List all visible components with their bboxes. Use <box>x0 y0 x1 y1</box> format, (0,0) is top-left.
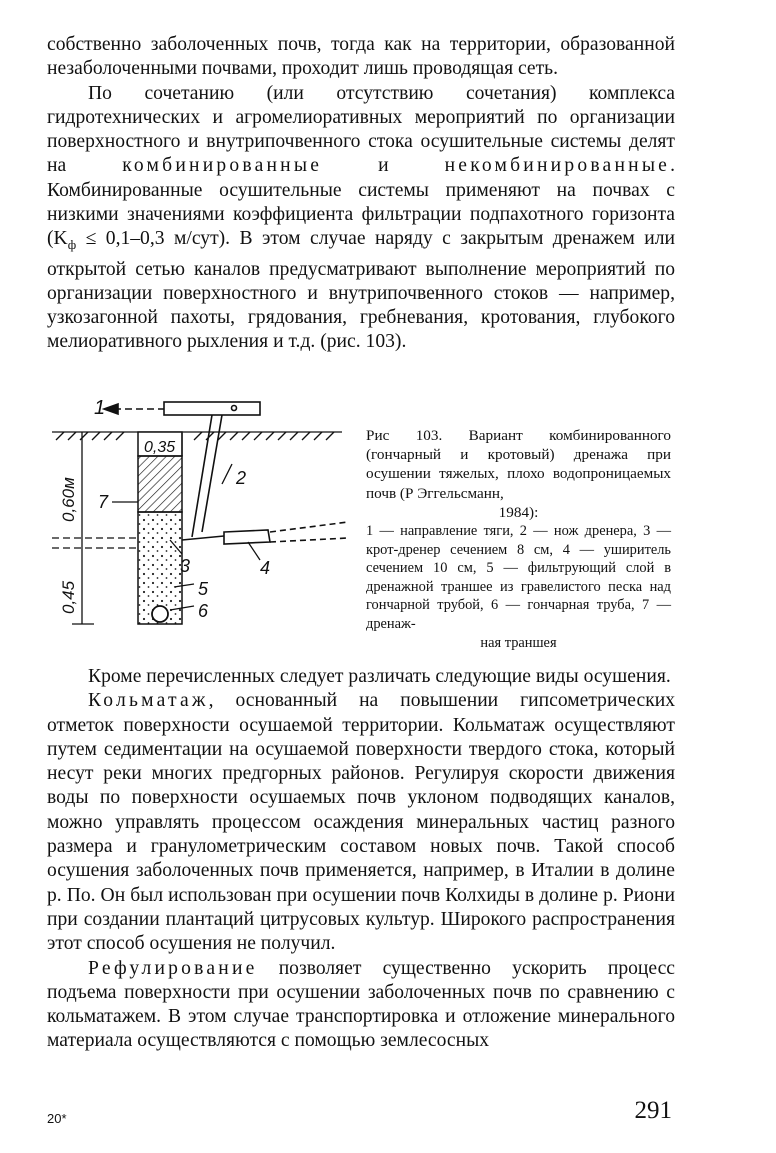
drainage-trench <box>138 432 182 624</box>
paragraph-4 <box>47 689 675 956</box>
ground-surface <box>52 432 342 440</box>
label-7: 7 <box>98 492 109 512</box>
label-1: 1 <box>94 397 106 419</box>
caption-title: Рис 103. Вариант комбинированного (гончарный и кротовый) дренажа при осушении тяжелых, плохо водопроницаемых почв (Р Эггельсманн, <box>366 427 671 502</box>
paragraph-3-text: Кроме перечисленных следует различать следующие виды осушения. <box>88 666 671 687</box>
label-dim-060: 0,60м <box>59 477 78 522</box>
subscript-f: ф <box>67 237 77 253</box>
printer-signature: 20* <box>47 1111 67 1126</box>
paragraph-1-text: собственно заболоченных почв, тогда как на территории, образованной незаболоченными почвами, проходит лишь проводящая сеть. <box>47 34 675 80</box>
label-3: 3 <box>180 556 191 576</box>
caption-legend-last: ная траншея <box>480 634 557 651</box>
term-combined: комбинированные <box>122 155 323 177</box>
paragraph-2 <box>47 82 675 355</box>
term-refulation: Рефулирование <box>88 957 258 979</box>
paragraph-2-rest-b: ≤ 0,1–0,3 м/сут). В этом случае наряду с закрытым дренажем или открытой сетью каналов предусматривают выполнение мероприятий по организации поверхностного и внутрипочвенного стоков — например, узкозагонной пахоты, грядования, гребневания, кротования, глубокого мелиоративного рыхления и т.д. (рис. 103). <box>47 228 675 353</box>
label-6: 6 <box>198 601 209 621</box>
label-4: 4 <box>260 558 271 578</box>
paragraph-2-and: и <box>322 155 445 177</box>
page-number: 291 <box>634 1097 672 1124</box>
drainage-figure <box>52 392 352 642</box>
term-noncombined: некомбинированные <box>444 155 671 177</box>
paragraph-group-lower <box>47 665 675 1054</box>
paragraph-5-rest: позволяет существенно ускорить процесс подъема поверхности при осушении заболоченных почв по сравнению с кольматажем. В этом случае транспортировка и отложение минерального материала осуществляются с помощью землесосных <box>47 957 675 1052</box>
caption-year: 1984): <box>498 503 539 521</box>
term-colmatage: Кольматаж <box>88 690 209 712</box>
figure-caption <box>366 426 671 652</box>
label-dim-035: 0,35 <box>144 439 176 456</box>
caption-legend: 1 — направление тяги, 2 — нож дренера, 3 — крот-дренер сечением 8 см, 4 — уширитель сечением 10 см, 5 — фильтрующий слой в дренажной траншее из гравелистого песка над гончарной трубой, 6 — гончарная труба, 7 — дренаж- <box>366 523 671 632</box>
label-2: 2 <box>236 468 247 488</box>
paragraph-2-start: По сочетанию (или отсутствию сочетания) комплекса гидротехнических и агромелиоративных мероприятий по организации поверхностного и внутрипочвенного стока осушительные системы делят на <box>47 82 675 177</box>
label-dim-045: 0,45 <box>59 580 78 614</box>
paragraph-4-rest: , основанный на повышении гипсометрических отметок поверхности осушаемой территории. Кольматаж осуществляют путем седиментации на осушаемой поверхности твердого стока, который несут реки многих предгорных районов. Регулируя скорости движения воды по поверхности осушаемых почв уклоном подводящих каналов, можно управлять процессом осаждения минеральных частиц разного размера и гранулометрическим составом новых почв. Такой способ осушения заболоченных почв применяется, например, в Италии в долине р. По. Он был использован при осушении почв Колхиды в долине р. Риони при создании плантаций цитрусовых культур. Широкого распространения этот способ осушения не получил. <box>47 690 675 955</box>
clay-pipe <box>152 606 168 622</box>
label-5: 5 <box>198 579 209 599</box>
paragraph-2-rest-a: . Комбинированные осушительные системы применяют на почвах с низкими значениями коэффициента фильтрации подпахотного горизонта (K <box>47 155 675 250</box>
paragraph-5 <box>47 957 675 1054</box>
paragraph-intro <box>47 33 675 355</box>
